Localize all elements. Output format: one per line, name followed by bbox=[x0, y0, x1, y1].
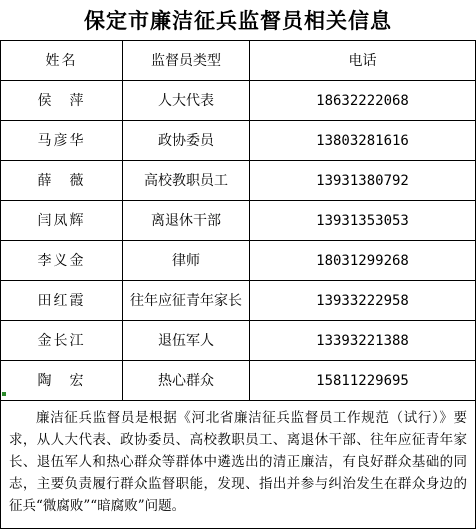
supervisor-phone: 18632222068 bbox=[250, 81, 476, 121]
supervisor-phone: 15811229695 bbox=[250, 361, 476, 401]
table-row bbox=[1, 241, 476, 281]
supervisor-phone: 13803281616 bbox=[250, 121, 476, 161]
supervisor-phone: 13931353053 bbox=[250, 201, 476, 241]
supervisor-phone: 18031299268 bbox=[250, 241, 476, 281]
supervisor-type: 往年应征青年家长 bbox=[123, 281, 250, 321]
table-row bbox=[1, 361, 476, 401]
supervisor-type: 政协委员 bbox=[123, 121, 250, 161]
supervisor-type: 高校教职员工 bbox=[123, 161, 250, 201]
page-title: 保定市廉洁征兵监督员相关信息 bbox=[84, 8, 392, 33]
supervisor-name: 薛 薇 bbox=[1, 161, 123, 201]
supervisor-type: 离退休干部 bbox=[123, 201, 250, 241]
supervisor-type: 热心群众 bbox=[123, 361, 250, 401]
supervisor-phone: 13931380792 bbox=[250, 161, 476, 201]
notes-paragraph: 廉洁征兵监督员是根据《河北省廉洁征兵监督员工作规范（试行）》要求，从人大代表、政协委员、高校教职员工、离退休干部、往年应征青年家长、退伍军人和热心群众等群体中遴选出的清正廉洁，有良好群众基础的同志，主要负责履行群众监督职能，发现、指出并参与纠治发生在群众身边的征兵“微腐败”“暗腐败”问题。 bbox=[0, 397, 476, 529]
table-row bbox=[1, 121, 476, 161]
supervisor-name: 田红霞 bbox=[1, 281, 123, 321]
supervisor-phone: 13933222958 bbox=[250, 281, 476, 321]
supervisor-table bbox=[0, 40, 476, 401]
supervisor-type: 人大代表 bbox=[123, 81, 250, 121]
supervisor-name: 闫凤辉 bbox=[1, 201, 123, 241]
table-row bbox=[1, 321, 476, 361]
table-row bbox=[1, 161, 476, 201]
table-row bbox=[1, 81, 476, 121]
table-header-row bbox=[1, 41, 476, 81]
supervisor-type: 退伍军人 bbox=[123, 321, 250, 361]
supervisor-type: 律师 bbox=[123, 241, 250, 281]
supervisor-name: 金长江 bbox=[1, 321, 123, 361]
table-row bbox=[1, 201, 476, 241]
column-header-type: 监督员类型 bbox=[123, 41, 250, 81]
supervisor-name: 侯 萍 bbox=[1, 81, 123, 121]
table-row bbox=[1, 281, 476, 321]
column-header-name: 姓名 bbox=[1, 41, 123, 81]
column-header-phone: 电话 bbox=[250, 41, 476, 81]
supervisor-name: 马彦华 bbox=[1, 121, 123, 161]
supervisor-name: 陶 宏 bbox=[1, 361, 123, 401]
supervisor-name: 李义金 bbox=[1, 241, 123, 281]
cell-corner-marker bbox=[2, 392, 6, 396]
supervisor-phone: 13393221388 bbox=[250, 321, 476, 361]
